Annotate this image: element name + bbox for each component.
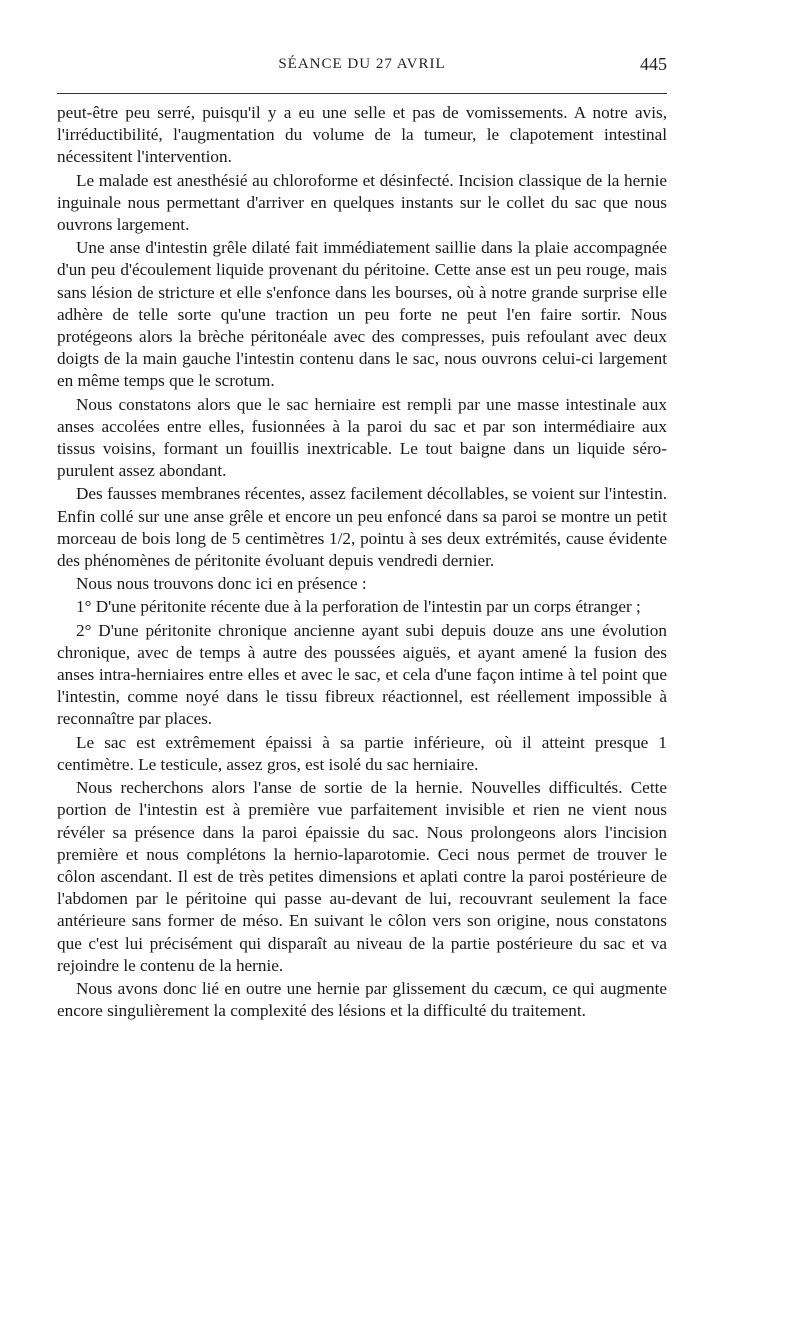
paragraph-anesthesia: Le malade est anesthésié au chloroforme et désinfecté. Incision classique de la hernie inguinale nous permettant d'arriver en quelques instants sur le collet du sac que nous ouvrons largement. (57, 170, 667, 235)
list-item-recent-peritonitis: 1° D'une péritonite récente due à la perforation de l'intestin par un corps étranger ; (76, 597, 641, 617)
paragraph-hernial-sac: Nous constatons alors que le sac herniaire est rempli par une masse intestinale aux anses accolées entre elles, fusionnées à la paroi du sac et par son intermédiaire aux tissus voisins, formant un fouillis inextricable. Le tout baigne dans un liquide séro-purulent assez abondant. (57, 394, 667, 481)
page-number: 445 (640, 54, 667, 74)
running-title: SÉANCE DU 27 AVRIL (278, 56, 446, 72)
running-header (57, 52, 667, 82)
paragraph-conclusion: Nous avons donc lié en outre une hernie par glissement du cæcum, ce qui augmente encore singulièrement la complexité des lésions et la difficulté du traitement. (57, 978, 667, 1021)
paragraph-sac-thickening: Le sac est extrêmement épaissi à sa partie inférieure, où il atteint presque 1 centimètre. Le testicule, assez gros, est isolé du sac herniaire. (57, 732, 667, 774)
paragraph-findings-intro: Nous nous trouvons donc ici en présence : (76, 574, 367, 594)
paragraph-continuation: peut-être peu serré, puisqu'il y a eu une selle et pas de vomissements. A notre avis, l'irréductibilité, l'augmentation du volume de la tumeur, le clapotement intestinal nécessitent l'intervention. (57, 103, 667, 167)
paragraph-intestinal-loop: Une anse d'intestin grêle dilaté fait immédiatement saillie dans la plaie accompagnée d'un peu d'écoulement liquide provenant du péritoine. Cette anse est un peu rouge, mais sans lésion de stricture et elle s'enfonce dans les bourses, où à notre grande surprise elle adhère de telle sorte qu'une traction un peu forte ne peut l'en faire sortir. Nous protégeons alors la brèche péritonéale avec des compresses, puis refoulant avec deux doigts de la main gauche l'intestin contenu dans le sac, nous ouvrons celui-ci largement en même temps que le scrotum. (57, 238, 667, 391)
header-rule (57, 93, 667, 94)
list-item-chronic-peritonitis: 2° D'une péritonite chronique ancienne ayant subi depuis douze ans une évolution chronique, avec de temps à autre des poussées aiguës, et ayant amené la fusion des anses intra-herniaires entre elles et avec le sac, et cela d'une façon intime à tel point que l'intestin, comme noyé dans le tissu fibreux réactionnel, est réellement impossible à reconnaître par places. (57, 620, 667, 729)
paragraph-foreign-body: Des fausses membranes récentes, assez facilement décollables, se voient sur l'intestin. Enfin collé sur une anse grêle et encore un peu enfoncé dans sa paroi se montre un petit morceau de bois long de 5 centimètres 1/2, pointu à ses deux extrémités, cause évidente des phénomènes de péritonite évoluant depuis vendredi dernier. (57, 484, 667, 571)
paragraph-exit-loop: Nous recherchons alors l'anse de sortie de la hernie. Nouvelles difficultés. Cette portion de l'intestin est à première vue parfaitement invisible et rien ne vient nous révéler sa présence dans la paroi épaissie du sac. Nous prolongeons alors l'incision première et nous complétons la hernio-laparotomie. Ceci nous permet de trouver le côlon ascendant. Il est de très petites dimensions et aplati contre la paroi postérieure de l'abdomen par le péritoine qui passe au-devant de lui, recouvrant seulement la face antérieure sans former de méso. En suivant le côlon vers son origine, nous constatons que c'est lui précisément qui disparaît au niveau de la partie postérieure du sac et va rejoindre le contenu de la hernie. (57, 778, 667, 975)
body-text (57, 102, 667, 1023)
